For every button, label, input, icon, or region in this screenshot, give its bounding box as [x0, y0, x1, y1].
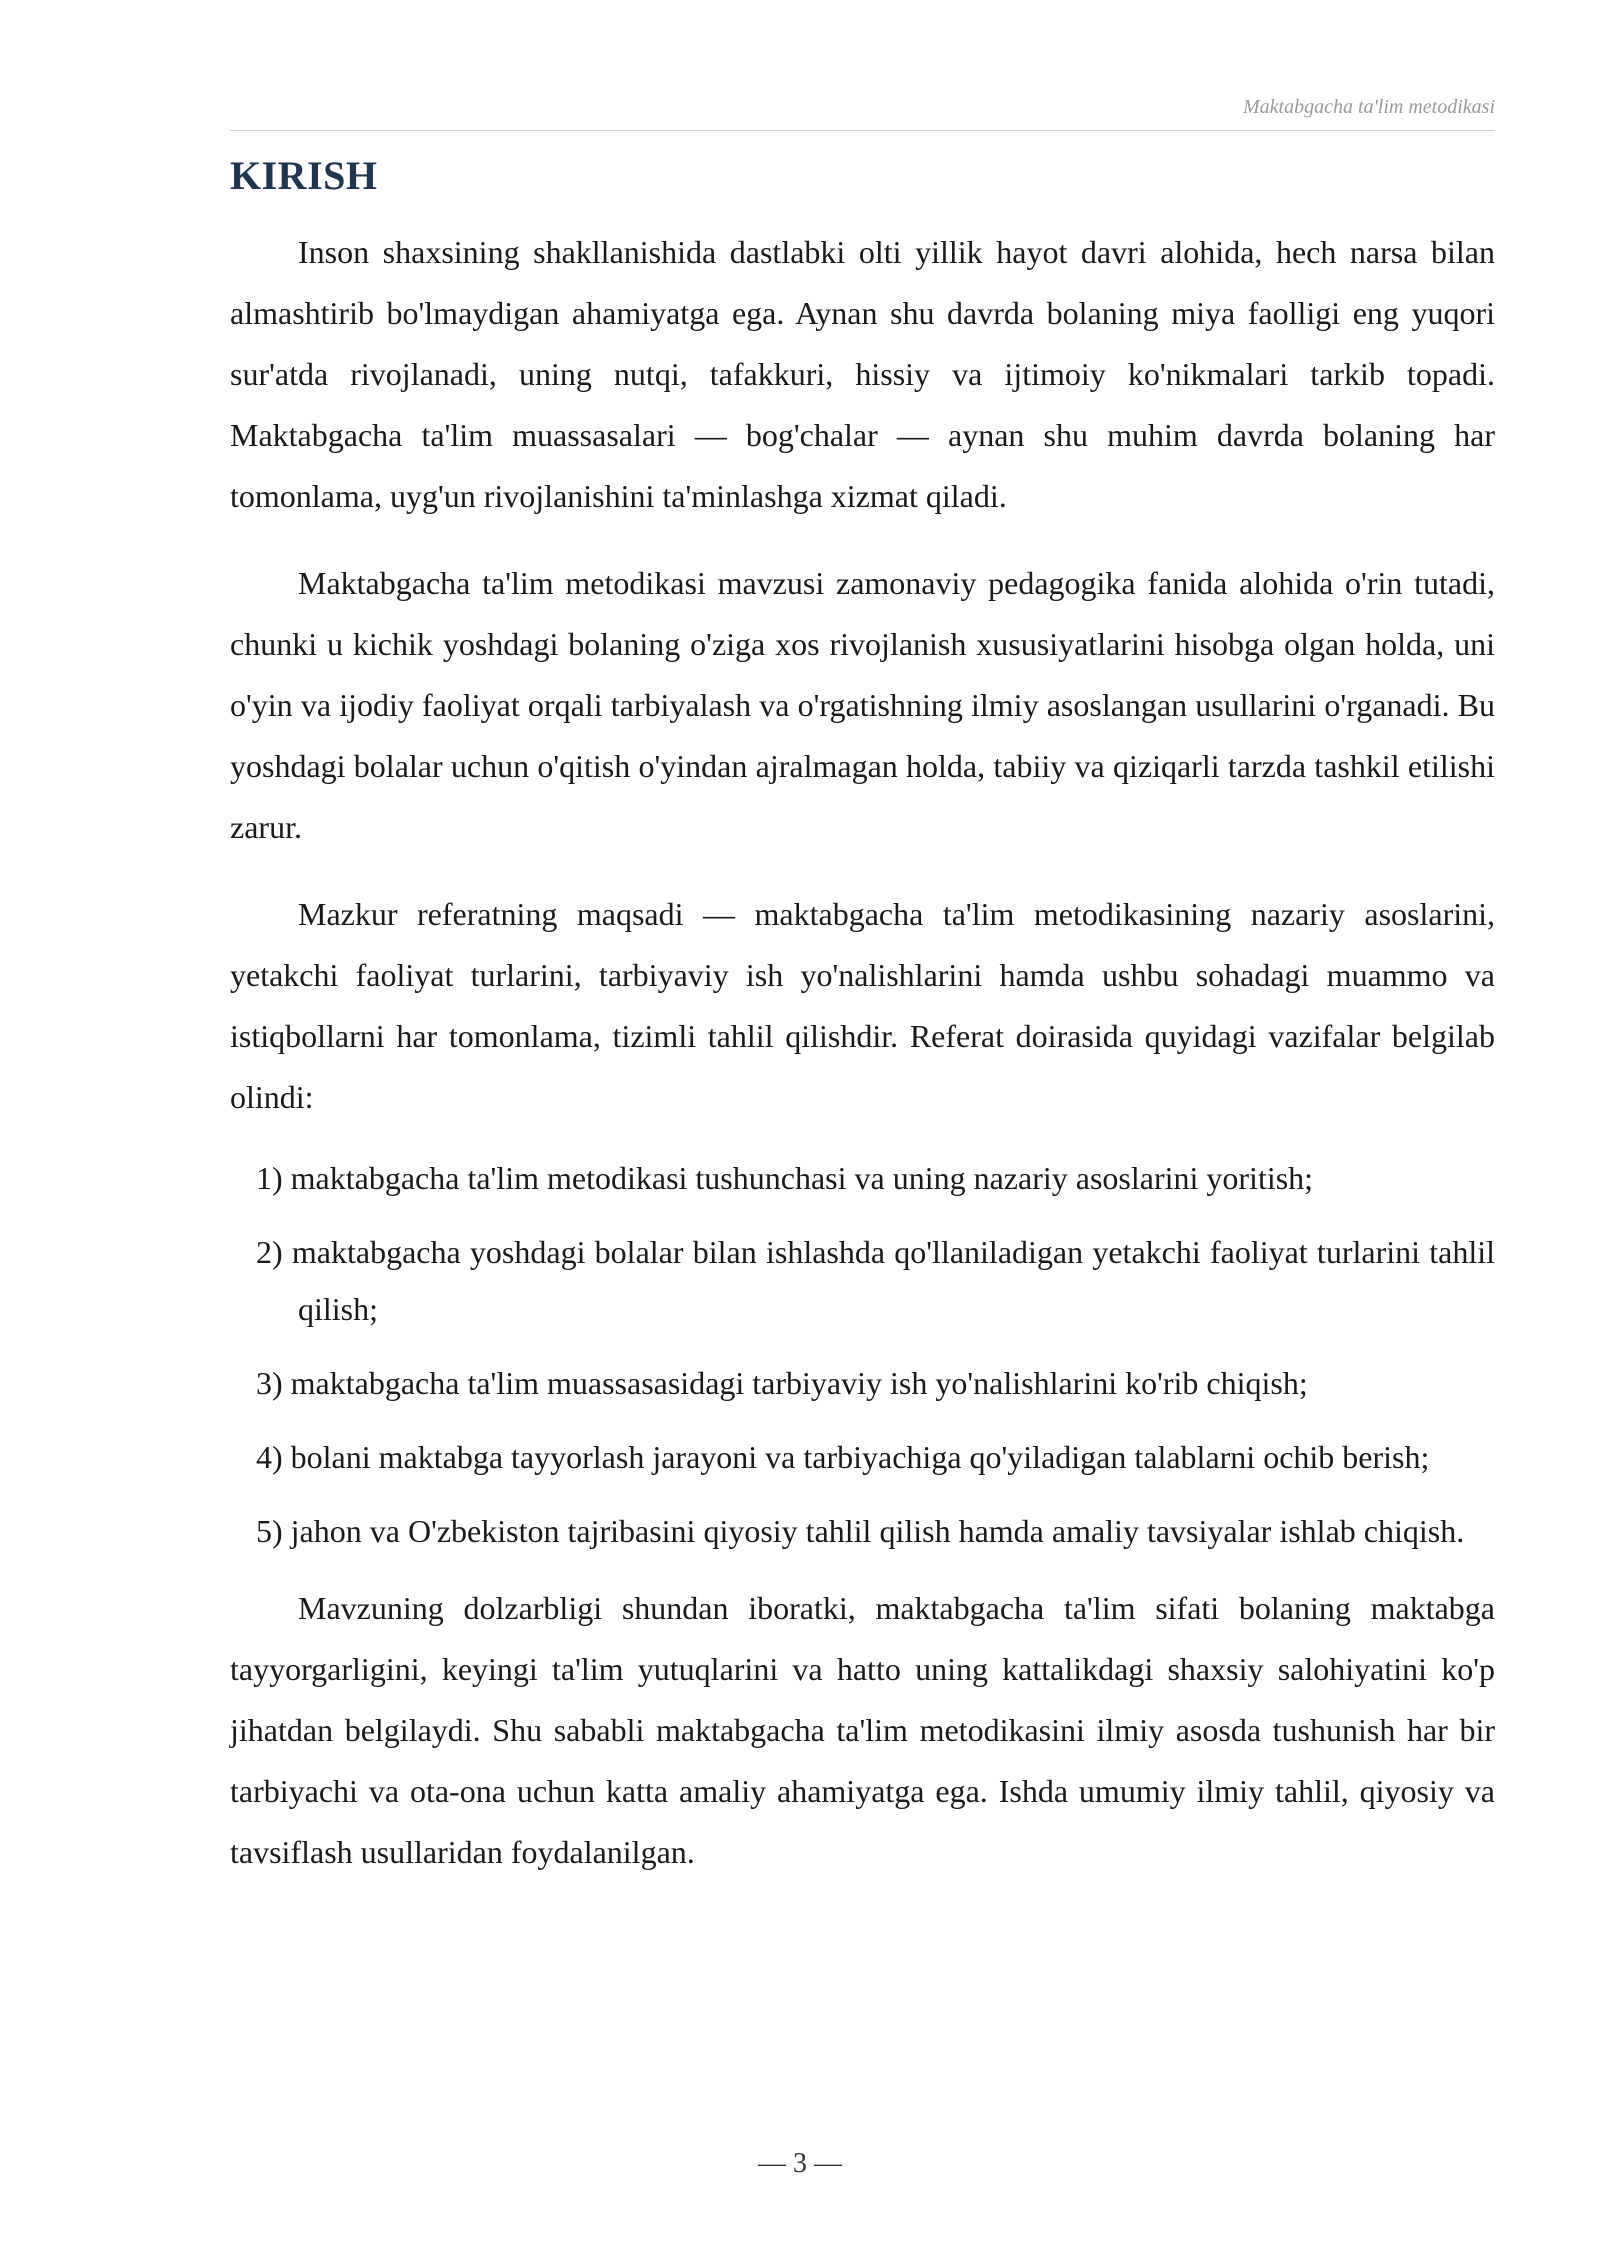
list-item: 1) maktabgacha ta'lim metodikasi tushunchasi va uning nazariy asoslarini yoritish; — [256, 1160, 1314, 1196]
running-header: Maktabgacha ta'lim metodikasi — [1242, 96, 1495, 118]
list-item: 3) maktabgacha ta'lim muassasasidagi tarbiyaviy ish yo'nalishlarini ko'rib chiqish; — [256, 1365, 1308, 1401]
list-item: 2) maktabgacha yoshdagi bolalar bilan ishlashda qo'llaniladigan yetakchi faoliyat turlarini tahlil qilish; — [256, 1234, 1495, 1327]
list-item: 5) jahon va O'zbekiston tajribasini qiyosiy tahlil qilish hamda amaliy tavsiyalar ishlab chiqish. — [256, 1513, 1465, 1549]
task-list — [230, 1150, 1495, 1560]
list-item: 4) bolani maktabga tayyorlash jarayoni va tarbiyachiga qo'yiladigan talablarni ochib berish; — [256, 1439, 1430, 1475]
section-title: KIRISH — [230, 153, 378, 198]
page-content — [230, 148, 1495, 1909]
page-number: — 3 — — [758, 2148, 842, 2179]
header-divider — [230, 130, 1495, 131]
paragraph: Inson shaxsining shakllanishida dastlabki olti yillik hayot davri alohida, hech narsa bilan almashtirib bo'lmaydigan ahamiyatga ega. Aynan shu davrda bolaning miya faolligi eng yuqori sur'atda rivojlanadi, uning nutqi, tafakkuri, hissiy va ijtimoiy ko'nikmalari tarkib topadi. Maktabgacha ta'lim muassasalari — bog'chalar — aynan shu muhim davrda bolaning har tomonlama, uyg'un rivojlanishini ta'minlashga xizmat qiladi. — [230, 234, 1495, 514]
paragraph: Mazkur referatning maqsadi — maktabgacha ta'lim metodikasining nazariy asoslarini, yetakchi faoliyat turlarini, tarbiyaviy ish yo'nalishlarini hamda ushbu sohadagi muammo va istiqbollarni har tomonlama, tizimli tahlil qilishdir. Referat doirasida quyidagi vazifalar belgilab olindi: — [230, 896, 1495, 1115]
paragraph: Maktabgacha ta'lim metodikasi mavzusi zamonaviy pedagogika fanida alohida o'rin tutadi, chunki u kichik yoshdagi bolaning o'ziga xos rivojlanish xususiyatlarini hisobga olgan holda, uni o'yin va ijodiy faoliyat orqali tarbiyalash va o'rgatishning ilmiy asoslangan usullarini o'rganadi. Bu yoshdagi bolalar uchun o'qitish o'yindan ajralmagan holda, tabiiy va qiziqarli tarzda tashkil etilishi zarur. — [230, 565, 1495, 845]
closing-paragraph: Mavzuning dolzarbligi shundan iboratki, maktabgacha ta'lim sifati bolaning maktabga tayyorgarligini, keyingi ta'lim yutuqlarini va hatto uning kattalikdagi shaxsiy salohiyatini ko'p jihatdan belgilaydi. Shu sababli maktabgacha ta'lim metodikasini ilmiy asosda tushunish har bir tarbiyachi va ota-ona uchun katta amaliy ahamiyatga ega. Ishda umumiy ilmiy tahlil, qiyosiy va tavsiflash usullaridan foydalanilgan. — [230, 1590, 1495, 1870]
